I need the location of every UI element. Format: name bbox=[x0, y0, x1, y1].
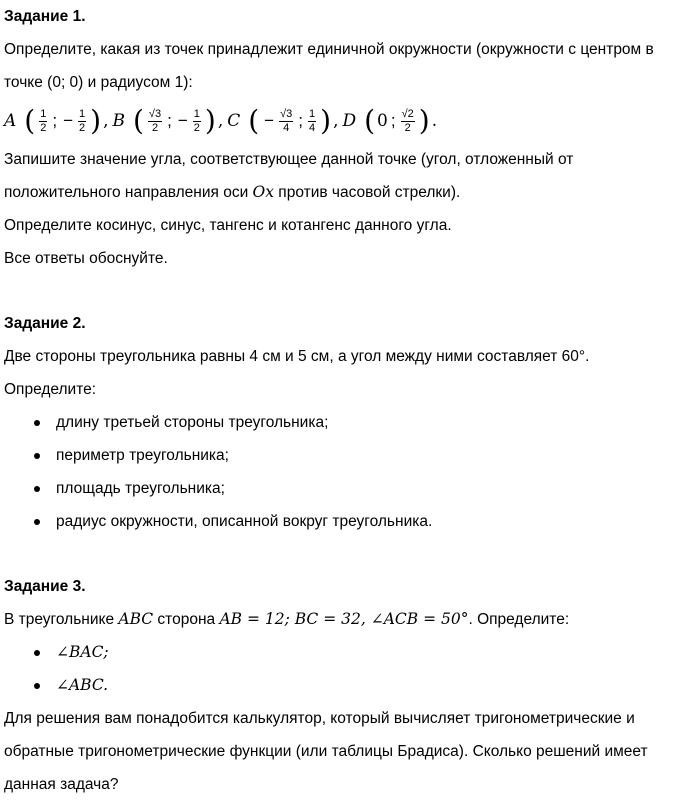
x-fraction bbox=[148, 108, 162, 135]
x-fraction bbox=[279, 108, 293, 135]
task-2-text: Определите: bbox=[4, 381, 97, 398]
text: . Определите: bbox=[468, 611, 570, 628]
text: В треугольнике bbox=[4, 611, 119, 628]
task-3-text bbox=[4, 603, 696, 636]
semicolon: ; bbox=[298, 111, 303, 130]
list-item: площадь треугольника; bbox=[4, 472, 696, 505]
separator: , bbox=[103, 111, 109, 131]
numerator: 1 bbox=[79, 107, 86, 120]
points-list bbox=[4, 99, 696, 143]
task-1-text: Определите, какая из точек принадлежит единичной окружности (окружности с центром в bbox=[4, 41, 654, 58]
y-fraction bbox=[308, 108, 316, 135]
task-3-text: обратные тригонометрические функции (или таблицы Брадиса). Сколько решений имеет bbox=[4, 743, 648, 760]
denominator: 4 bbox=[283, 121, 290, 134]
x-fraction bbox=[39, 108, 47, 135]
text: сторона bbox=[153, 611, 220, 628]
separator: . bbox=[431, 111, 438, 131]
numerator: 1 bbox=[193, 107, 200, 120]
task-1-text: Определите косинус, синус, тангенс и котангенс данного угла. bbox=[4, 217, 452, 234]
numerator: √3 bbox=[148, 107, 162, 120]
denominator: 2 bbox=[40, 121, 47, 134]
list-item: периметр треугольника; bbox=[4, 439, 696, 472]
denominator: 4 bbox=[309, 121, 316, 134]
task-2-title: Задание 2. bbox=[4, 315, 86, 332]
task-1-text bbox=[4, 176, 696, 209]
numerator: 1 bbox=[309, 107, 316, 120]
text: против часовой стрелки). bbox=[274, 184, 461, 201]
close-paren: ) bbox=[90, 104, 102, 137]
task-1 bbox=[4, 0, 696, 275]
y-sign: − bbox=[177, 111, 188, 130]
x-sign: − bbox=[264, 111, 275, 130]
denominator: 2 bbox=[193, 121, 200, 134]
point-label: D bbox=[342, 111, 357, 131]
open-paren: ( bbox=[24, 104, 36, 137]
point-a bbox=[4, 104, 109, 137]
list-item: радиус окружности, описанной вокруг треугольника. bbox=[4, 505, 696, 538]
point-c bbox=[227, 104, 339, 137]
denominator: 2 bbox=[404, 121, 411, 134]
task-3-text: данная задача? bbox=[4, 776, 119, 793]
task-2-text: Две стороны треугольника равны 4 см и 5 см, а угол между ними составляет 60°. bbox=[4, 348, 590, 365]
point-label: A bbox=[4, 111, 17, 131]
close-paren: ) bbox=[204, 104, 216, 137]
task-1-text: точке (0; 0) и радиусом 1): bbox=[4, 74, 193, 91]
open-paren: ( bbox=[132, 104, 144, 137]
task-1-text: Все ответы обоснуйте. bbox=[4, 250, 168, 267]
point-b bbox=[112, 104, 224, 137]
numerator: √3 bbox=[280, 107, 293, 120]
triangle-name: ABC bbox=[118, 610, 154, 628]
task-3-text: Для решения вам понадобится калькулятор, который вычисляет тригонометрические и bbox=[4, 710, 635, 727]
task-3 bbox=[4, 570, 696, 801]
point-label: B bbox=[112, 111, 125, 131]
numerator: √2 bbox=[401, 107, 414, 120]
y-fraction bbox=[193, 108, 201, 135]
axis-label: Ox bbox=[252, 183, 274, 201]
conditions: AB = 12; BC = 32, ∠ACB = 50° bbox=[219, 610, 469, 628]
task-3-title: Задание 3. bbox=[4, 578, 86, 595]
semicolon: ; bbox=[390, 111, 396, 130]
list-item: ∠BAC; bbox=[4, 636, 696, 669]
task-1-text: Запишите значение угла, соответствующее данной точке (угол, отложенный от bbox=[4, 151, 574, 168]
numerator: 1 bbox=[40, 107, 47, 120]
separator: , bbox=[217, 111, 224, 131]
x-value: 0 bbox=[377, 111, 388, 131]
list-item: длину третьей стороны треугольника; bbox=[4, 406, 696, 439]
denominator: 2 bbox=[151, 121, 159, 134]
close-paren: ) bbox=[320, 104, 332, 137]
y-fraction bbox=[78, 108, 86, 135]
task-2 bbox=[4, 307, 696, 538]
y-sign: − bbox=[63, 111, 74, 130]
point-label: C bbox=[227, 111, 241, 131]
semicolon: ; bbox=[167, 111, 172, 130]
list-item: ∠ABC. bbox=[4, 669, 696, 702]
open-paren: ( bbox=[364, 104, 376, 137]
y-fraction bbox=[401, 108, 415, 135]
denominator: 2 bbox=[79, 121, 86, 134]
text: положительного направления оси bbox=[4, 184, 253, 201]
open-paren: ( bbox=[248, 104, 260, 137]
point-d bbox=[342, 104, 438, 137]
close-paren: ) bbox=[418, 104, 430, 137]
task-1-title: Задание 1. bbox=[4, 8, 86, 25]
semicolon: ; bbox=[52, 111, 58, 130]
separator: , bbox=[333, 111, 339, 131]
